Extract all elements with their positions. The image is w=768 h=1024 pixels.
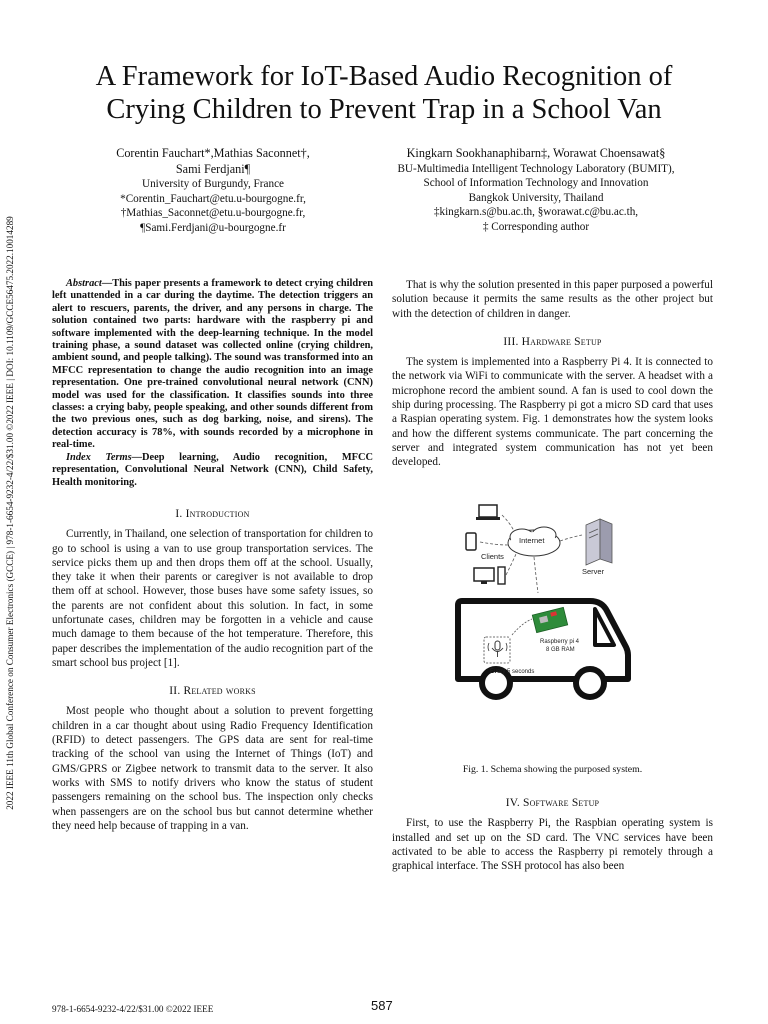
figure-caption: Fig. 1. Schema showing the purposed system.: [462, 764, 643, 775]
hardware-paragraph: The system is implemented into a Raspberry Pi 4. It is connected to the network via WiFi to communicate with the server. A headset with a microphone record the ambient sound. A fan is used to cool down the ship during processing. The Raspberry pi got a micro SD card that uses a Raspian operating system. Fig. 1 demonstrates how the system looks and how the different systems communicate. The part concerning the server and integrated system communication has not yet been developed.: [392, 356, 713, 469]
author-names: Sami Ferdjani¶: [175, 161, 251, 176]
laptop-icon: [476, 505, 500, 520]
author-block-left: [68, 146, 358, 235]
right-column-top: [392, 278, 713, 470]
author-email: †Mathias_Saconnet@etu.u-bourgogne.fr,: [120, 207, 306, 220]
ram-label: 8 GB RAM: [546, 647, 575, 653]
side-citation: [2, 198, 18, 828]
title-line-1: A Framework for IoT-Based Audio Recognition of: [95, 61, 673, 92]
index-terms: [52, 452, 373, 489]
author-affiliation: University of Burgundy, France: [142, 178, 284, 190]
abstract: [52, 278, 373, 452]
figure-system-schema: [452, 497, 672, 707]
paper-title: [40, 60, 728, 126]
page-number: 587: [371, 998, 393, 1013]
title-line-2: Crying Children to Prevent Trap in a School Van: [106, 94, 662, 125]
index-terms-label: Index Terms: [66, 451, 132, 463]
clients-label: Clients: [481, 552, 504, 561]
side-citation-text: 2022 IEEE 11th Global Conference on Consumer Electronics (GCCE) | 978-1-6654-9232-4/22/$31.00 ©2022 IEEE | DOI: 10.1109/GCCE56475.2022.10014289: [5, 216, 15, 810]
raspberry-pi-board-icon: [532, 607, 567, 632]
section-heading-hardware: III. Hardware Setup: [503, 335, 602, 348]
section-heading-related-works: II. Related works: [169, 685, 256, 698]
author-block-right: [336, 146, 736, 234]
corresponding-note: ‡ Corresponding author: [482, 220, 590, 233]
author-names: Kingkarn Sookhanaphibarn‡, Worawat Choensawat§: [406, 146, 666, 160]
abstract-label: Abstract: [66, 278, 102, 289]
section-heading-introduction: I. Introduction: [175, 507, 250, 520]
author-names: Corentin Fauchart*,Mathias Saconnet†,: [116, 146, 310, 160]
raspberry-pi-label: Raspberry pi 4: [540, 639, 580, 645]
continuation-paragraph: That is why the solution presented in this paper purposed a powerful solution because it permits the same results as the other project but with the detection of children in danger.: [392, 279, 713, 320]
index-terms-text: —Deep learning, Audio recognition, MFCC representation, Convolutional Neural Network (CNN), Child Safety, Health monitoring.: [52, 451, 373, 488]
related-works-paragraph: Most people who thought about a solution to prevent forgetting children in a car thought about using Radio Frequency Identification (RFID) to detect passengers. The GPS data are sent for real-time tracking of the school van using the Internet of Things (IoT) and GMS/GPRS or Zigbee network to transmit data to the server. It also works with SMS to notify drivers who know the status of student passengers remaining on the school bus. The inspection only checks when passengers are on the school bus but cannot determine whether they need help because of trapping in a van.: [52, 705, 373, 832]
author-email: ¶Sami.Ferdjani@u-bourgogne.fr: [140, 221, 286, 234]
introduction-paragraph: Currently, in Thailand, one selection of transportation for children to go to school is using a van to use group transportation services. The service picks them up and then drops them off at the school. Usually, they take it when their parents or caregiver is not available to drop them off at school. However, those buses have some safety issues, so the parents are not confident about this solution. In fact, in some unfortunate cases, children may be forgotten in a vehicle and cause much damage to them because of the hot temperature. Therefore, this paper describes the implementation of the audio recognition part of the smart school bus project [1].: [52, 528, 373, 669]
author-affiliation: Bangkok University, Thailand: [468, 191, 604, 204]
server-label: Server: [582, 567, 605, 576]
microphone-sound-icon: [484, 637, 510, 663]
abstract-text: —This paper presents a framework to detect crying children left unattended in a car during the daytime. The detection triggers an alert to rescuers, parents, the driver, and any persons in charge. The solution contained two parts: hardware with the raspberry pi and software implemented with the deep-learning technique. In the model training phase, a sound dataset was collected online (crying children, ambient sound, and people talking). The sound was transformed into an MFCC representation to change the audio recognition into an image representation. One pre-trained convolutional neural network (CNN) model was used for the classification. It classifies sounds into three classes: a crying baby, people speaking, and other sounds different from the two previous ones, such as dog barking, noise, and sirens). The detection accuracy is 78%, with sounds recorded by a microphone in real-time.: [52, 278, 373, 451]
footer-copyright: 978-1-6654-9232-4/22/$31.00 ©2022 IEEE: [52, 1004, 214, 1014]
desktop-computer-icon: [474, 567, 505, 584]
internet-label: Internet: [519, 536, 545, 545]
author-email: *Corentin_Fauchart@etu.u-bourgogne.fr,: [120, 192, 306, 205]
section-heading-software: IV. Software Setup: [505, 797, 600, 809]
author-email: ‡kingkarn.s@bu.ac.th, §worawat.c@bu.ac.th,: [433, 206, 639, 219]
software-paragraph: First, to use the Raspberry Pi, the Raspbian operating system is installed and set up on the SD card. The VNC services have been activated to be able to access the Raspberry pi remotely through a graphical interface. The SSH protocol has also been: [392, 817, 713, 873]
author-affiliation: School of Information Technology and Innovation: [423, 177, 649, 190]
every-5-seconds-label: Every 5 seconds: [490, 669, 535, 675]
left-column: [52, 278, 373, 833]
server-icon: [586, 519, 612, 565]
right-column-bottom: [392, 782, 713, 873]
author-affiliation: BU-Multimedia Intelligent Technology Laboratory (BUMIT),: [397, 162, 675, 175]
system-schema-diagram: [452, 497, 672, 707]
smartphone-icon: [466, 533, 476, 550]
